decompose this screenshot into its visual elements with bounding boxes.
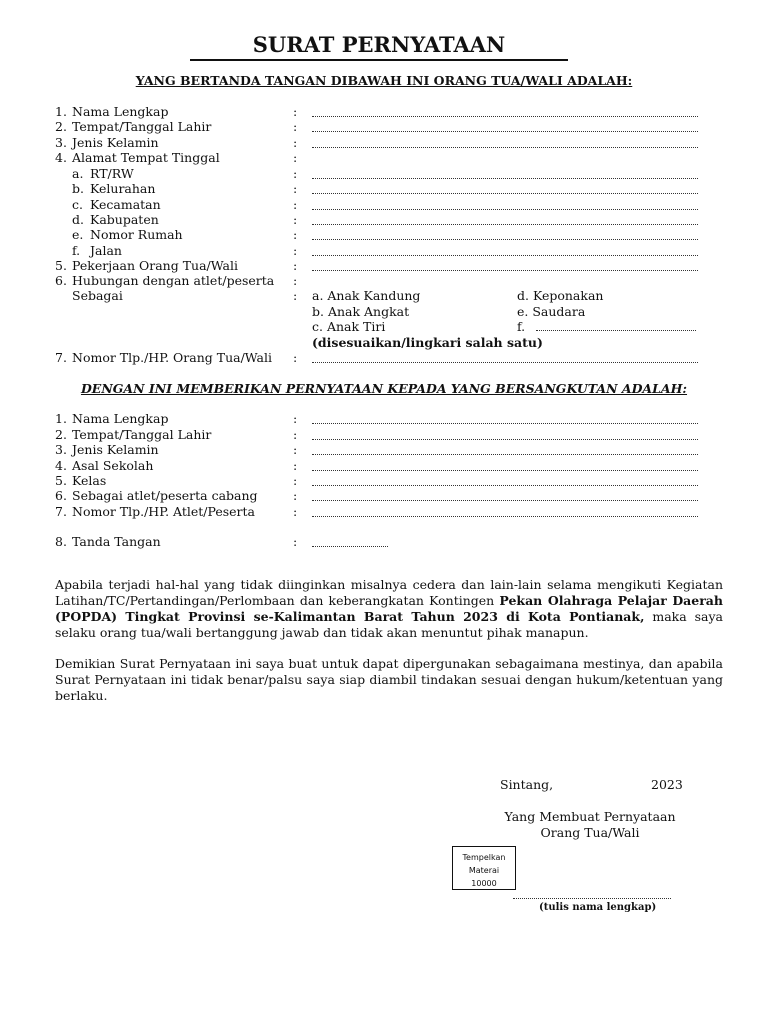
- field-label: Kabupaten: [90, 212, 159, 227]
- field-number: 3.: [55, 135, 67, 150]
- field-label: Pekerjaan Orang Tua/Wali: [72, 258, 238, 273]
- field-number: 4.: [55, 458, 67, 473]
- colon: :: [293, 473, 298, 488]
- option-anak-tiri[interactable]: c. Anak Tiri: [312, 319, 386, 334]
- colon: :: [293, 288, 298, 303]
- field-number: c.: [72, 197, 83, 212]
- colon: :: [293, 166, 298, 181]
- colon: :: [293, 411, 298, 426]
- option-anak-kandung[interactable]: a. Anak Kandung: [312, 288, 421, 303]
- field-number: 6.: [55, 488, 67, 503]
- signature-role: Orang Tua/Wali: [540, 825, 640, 840]
- field-input-signature[interactable]: [312, 545, 388, 547]
- field-input[interactable]: [312, 130, 698, 132]
- signature-name-note: (tulis nama lengkap): [539, 902, 657, 913]
- field-number: 1.: [55, 411, 67, 426]
- field-input[interactable]: [312, 453, 698, 455]
- field-input[interactable]: [312, 269, 698, 271]
- field-input[interactable]: [312, 422, 698, 424]
- colon: :: [293, 212, 298, 227]
- field-label: Sebagai atlet/peserta cabang: [72, 488, 258, 503]
- field-input[interactable]: [312, 238, 698, 240]
- field-label: Hubungan dengan atlet/peserta: [72, 273, 275, 288]
- field-label: Tempat/Tanggal Lahir: [72, 427, 212, 442]
- field-input[interactable]: [312, 515, 698, 517]
- field-input[interactable]: [312, 208, 698, 210]
- colon: :: [293, 243, 298, 258]
- sebagai-label: Sebagai: [72, 288, 123, 303]
- option-keponakan[interactable]: d. Keponakan: [517, 288, 604, 303]
- colon: :: [293, 534, 298, 549]
- signature-year: 2023: [651, 777, 683, 792]
- colon: :: [293, 273, 298, 288]
- colon: :: [293, 227, 298, 242]
- field-number: b.: [72, 181, 84, 196]
- field-label: Asal Sekolah: [72, 458, 154, 473]
- colon: :: [293, 458, 298, 473]
- page-title: SURAT PERNYATAAN: [190, 32, 568, 61]
- stamp-box: [452, 846, 516, 890]
- field-label: Kecamatan: [90, 197, 161, 212]
- colon: :: [293, 197, 298, 212]
- field-input[interactable]: [312, 499, 698, 501]
- field-number: 5.: [55, 258, 67, 273]
- section1-heading: YANG BERTANDA TANGAN DIBAWAH INI ORANG TUA/WALI ADALAH:: [135, 73, 633, 88]
- field-label: Tempat/Tanggal Lahir: [72, 119, 212, 134]
- field-label: Jenis Kelamin: [72, 442, 159, 457]
- field-label: Jenis Kelamin: [72, 135, 159, 150]
- signature-maker: Yang Membuat Pernyataan: [504, 809, 676, 824]
- field-number: 5.: [55, 473, 67, 488]
- field-input[interactable]: [312, 115, 698, 117]
- option-note: (disesuaikan/lingkari salah satu): [312, 335, 543, 350]
- colon: :: [293, 150, 298, 165]
- field-number: a.: [72, 166, 84, 181]
- signature-name-line[interactable]: [513, 897, 671, 899]
- field-input-phone-parent[interactable]: [312, 361, 698, 363]
- field-number: 4.: [55, 150, 67, 165]
- field-label-signature: Tanda Tangan: [72, 534, 161, 549]
- field-input[interactable]: [312, 223, 698, 225]
- field-number: 2.: [55, 427, 67, 442]
- field-input[interactable]: [312, 438, 698, 440]
- stamp-line: Tempelkan: [462, 853, 506, 862]
- field-input[interactable]: [312, 469, 698, 471]
- field-input[interactable]: [312, 254, 698, 256]
- colon: :: [293, 181, 298, 196]
- field-label: Nomor Tlp./HP. Atlet/Peserta: [72, 504, 256, 519]
- colon: :: [293, 119, 298, 134]
- field-input[interactable]: [312, 177, 698, 179]
- field-label: Nama Lengkap: [72, 104, 169, 119]
- stamp-line: Materai: [468, 866, 500, 875]
- option-anak-angkat[interactable]: b. Anak Angkat: [312, 304, 410, 319]
- field-label-phone-parent: Nomor Tlp./HP. Orang Tua/Wali: [72, 350, 272, 365]
- colon: :: [293, 488, 298, 503]
- field-label: Kelas: [72, 473, 107, 488]
- colon: :: [293, 104, 298, 119]
- stamp-line: 10000: [471, 879, 497, 888]
- field-number: d.: [72, 212, 84, 227]
- section2-heading: DENGAN INI MEMBERIKAN PERNYATAAN KEPADA YANG BERSANGKUTAN ADALAH:: [80, 381, 688, 396]
- field-number: 3.: [55, 442, 67, 457]
- colon: :: [293, 504, 298, 519]
- option-other-field[interactable]: [536, 329, 696, 331]
- colon: :: [293, 442, 298, 457]
- field-input[interactable]: [312, 146, 698, 148]
- field-label: Nama Lengkap: [72, 411, 169, 426]
- signature-place: Sintang,: [500, 777, 554, 792]
- field-number: 8.: [55, 534, 67, 549]
- field-input[interactable]: [312, 484, 698, 486]
- field-input[interactable]: [312, 192, 698, 194]
- colon: :: [293, 135, 298, 150]
- field-number: f.: [72, 243, 81, 258]
- field-number: 7.: [55, 350, 67, 365]
- field-label: Nomor Rumah: [90, 227, 183, 242]
- statement-paragraph: Apabila terjadi hal-hal yang tidak diinginkan misalnya cedera dan lain-lain selama mengikuti Kegiatan Latihan/TC/Pertandingan/Perlombaan dan keberangkatan Kontingen Pekan Olahraga Pelajar Daerah (POPDA) Tingkat Provinsi se-Kalimantan Barat Tahun 2023 di Kota Pontianak, maka saya selaku orang tua/wali bertanggung jawab dan tidak akan menuntut pihak manapun.: [55, 577, 723, 640]
- field-label: Jalan: [90, 243, 122, 258]
- colon: :: [293, 258, 298, 273]
- option-saudara[interactable]: e. Saudara: [517, 304, 586, 319]
- field-label: Kelurahan: [90, 181, 156, 196]
- field-label: RT/RW: [90, 166, 134, 181]
- field-number: 6.: [55, 273, 67, 288]
- closing-paragraph: Demikian Surat Pernyataan ini saya buat untuk dapat dipergunakan sebagaimana mestinya, dan apabila Surat Pernyataan ini tidak benar/palsu saya siap diambil tindakan sesuai dengan hukum/ketentuan yang berlaku.: [55, 656, 723, 703]
- field-number: 1.: [55, 104, 67, 119]
- field-number: e.: [72, 227, 84, 242]
- field-label: Alamat Tempat Tinggal: [72, 150, 220, 165]
- option-other[interactable]: f.: [517, 319, 526, 334]
- field-number: 2.: [55, 119, 67, 134]
- field-number: 7.: [55, 504, 67, 519]
- colon: :: [293, 350, 298, 365]
- colon: :: [293, 427, 298, 442]
